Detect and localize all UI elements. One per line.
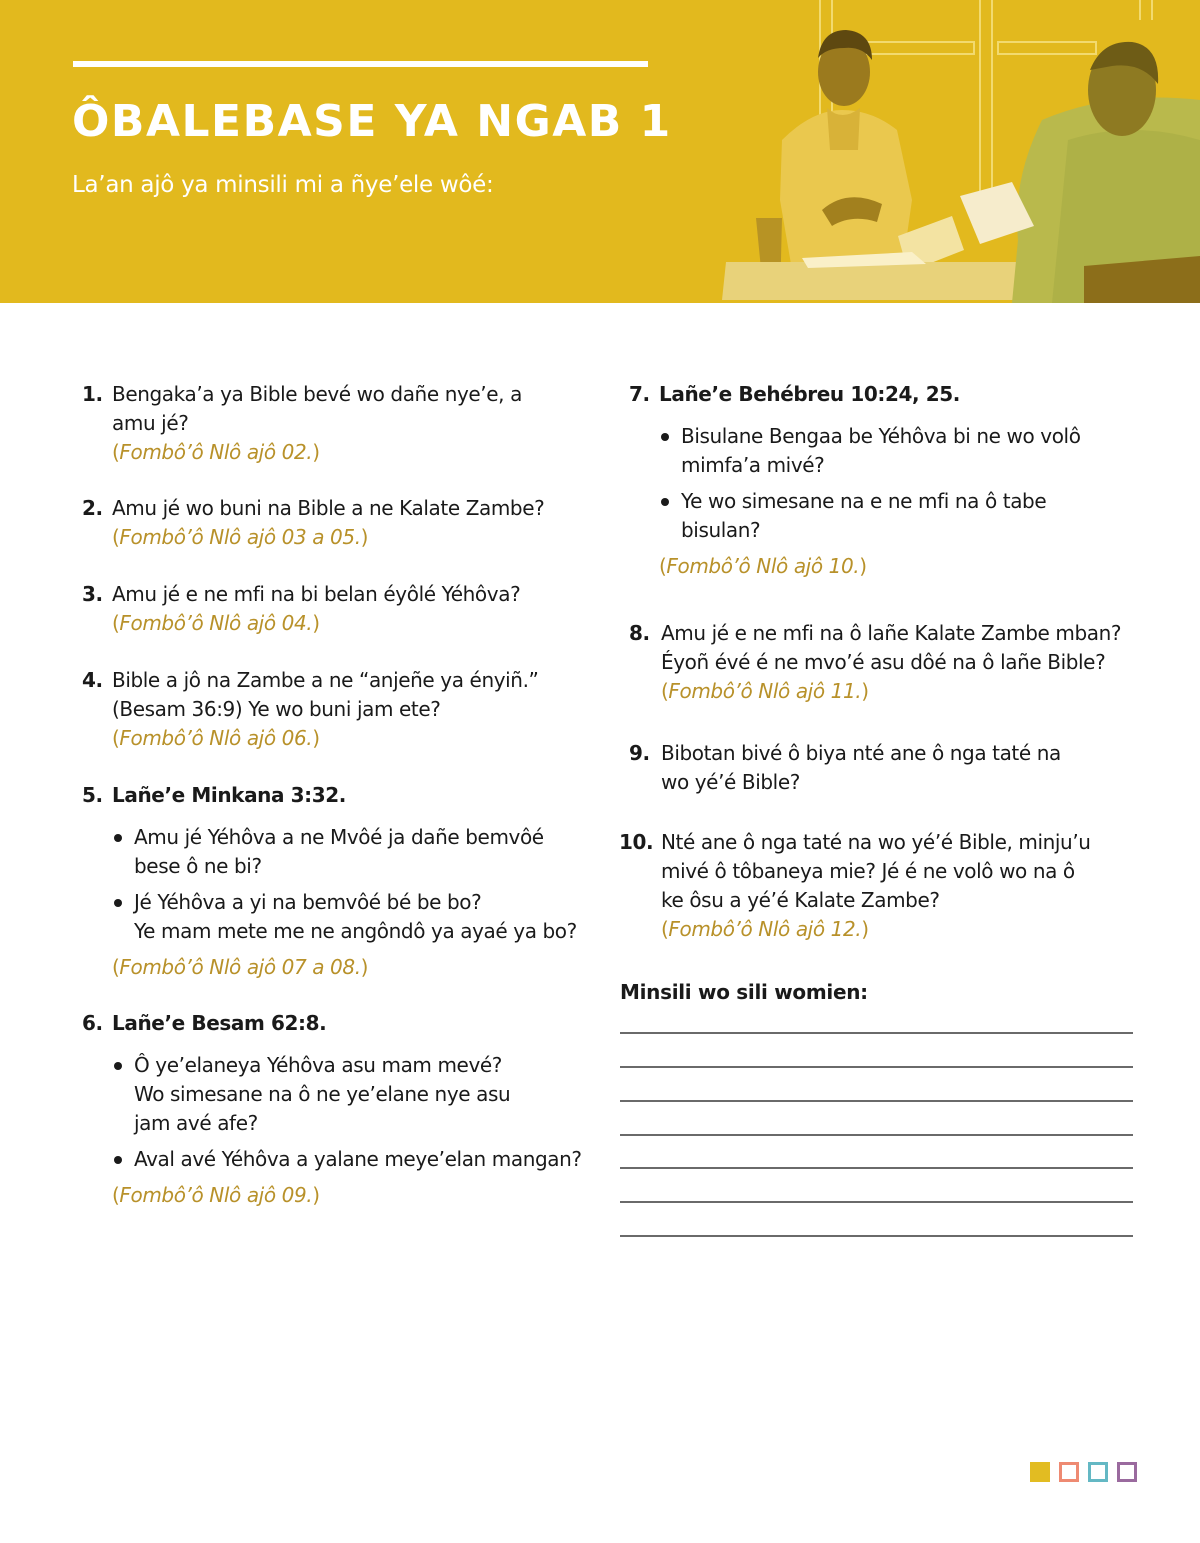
- bullet-item: Ye wo simesane na e ne mfi na ô tabe bisulan?: [659, 487, 1139, 545]
- header-rule: [73, 61, 648, 67]
- note-line[interactable]: [620, 1066, 1133, 1068]
- reference-link[interactable]: (Fombô’ô Nlô ajô 12.): [661, 917, 869, 941]
- question-number: 9.: [629, 741, 650, 765]
- bullet-item: Ô ye’elaneya Yéhôva asu mam mevé? Wo simesane na ô ne ye’elane nye asu jam avé afe?: [112, 1051, 592, 1138]
- question-number: 3.: [82, 582, 103, 606]
- note-line[interactable]: [620, 1032, 1133, 1034]
- reference-link[interactable]: (Fombô’ô Nlô ajô 06.): [112, 726, 320, 750]
- question-text: amu jé?: [112, 411, 189, 435]
- question-number: 8.: [629, 621, 650, 645]
- bullet-icon: [114, 1062, 122, 1070]
- bullet-item: Bisulane Bengaa be Yéhôva bi ne wo volô mimfa’a mivé?: [659, 422, 1139, 480]
- note-line[interactable]: [620, 1134, 1133, 1136]
- question-number: 1.: [82, 382, 103, 406]
- question-heading: Lañe’e Besam 62:8.: [112, 1011, 327, 1035]
- question-text: Éyoñ évé é ne mvo’é asu dôé na ô lañe Bible?: [661, 650, 1106, 674]
- bullet-icon: [114, 899, 122, 907]
- question-6: [82, 1009, 592, 1210]
- reference-link[interactable]: (Fombô’ô Nlô ajô 11.): [661, 679, 869, 703]
- question-5: [82, 781, 592, 982]
- note-line[interactable]: [620, 1100, 1133, 1102]
- question-9: [629, 739, 1139, 797]
- question-8: [629, 619, 1149, 706]
- question-1: [82, 380, 582, 467]
- question-text: Bibotan bivé ô biya nté ane ô nga taté na: [661, 741, 1061, 765]
- question-number: 5.: [82, 783, 103, 807]
- question-number: 6.: [82, 1011, 103, 1035]
- question-number: 4.: [82, 668, 103, 692]
- question-number: 7.: [629, 382, 650, 406]
- question-2: [82, 494, 582, 552]
- lesson-section-indicator: [1030, 1462, 1137, 1482]
- question-text: ke ôsu a yé’é Kalate Zambe?: [661, 888, 940, 912]
- reference-link[interactable]: (Fombô’ô Nlô ajô 03 a 05.): [112, 525, 369, 549]
- bullet-icon: [661, 433, 669, 441]
- bullet-item: Aval avé Yéhôva a yalane meye’elan mangan?: [112, 1145, 592, 1174]
- bullet-icon: [114, 834, 122, 842]
- reference-link[interactable]: (Fombô’ô Nlô ajô 07 a 08.): [112, 955, 369, 979]
- reference-link[interactable]: (Fombô’ô Nlô ajô 09.): [112, 1183, 320, 1207]
- question-7: [629, 380, 1139, 581]
- bullet-icon: [661, 498, 669, 506]
- note-line[interactable]: [620, 1235, 1133, 1237]
- question-text: Bengaka’a ya Bible bevé wo dañe nye’e, a: [112, 382, 522, 406]
- reference-link[interactable]: (Fombô’ô Nlô ajô 04.): [112, 611, 320, 635]
- question-heading: Lañe’e Minkana 3:32.: [112, 783, 347, 807]
- question-text: (Besam 36:9) Ye wo buni jam ete?: [112, 697, 441, 721]
- question-10: [619, 828, 1139, 944]
- page-title: ÔBALEBASE YA NGAB 1: [72, 96, 672, 147]
- bullet-item: Jé Yéhôva a yi na bemvôé bé be bo? Ye mam mete me ne angôndô ya ayaé ya bo?: [112, 888, 592, 946]
- question-heading: Lañe’e Behébreu 10:24, 25.: [659, 382, 960, 406]
- question-text: mivé ô tôbaneya mie? Jé é ne volô wo na ô: [661, 859, 1075, 883]
- reference-link[interactable]: (Fombô’ô Nlô ajô 10.): [659, 554, 867, 578]
- question-text: Amu jé e ne mfi na bi belan éyôlé Yéhôva?: [112, 582, 521, 606]
- section-square-icon: [1030, 1462, 1050, 1482]
- note-line[interactable]: [620, 1167, 1133, 1169]
- question-4: [82, 666, 582, 753]
- bullet-item: Amu jé Yéhôva a ne Mvôé ja dañe bemvôé bese ô ne bi?: [112, 823, 592, 881]
- two-men-studying-bible-illustration: [712, 0, 1200, 303]
- section-square-icon: [1117, 1462, 1137, 1482]
- question-text: Nté ane ô nga taté na wo yé’é Bible, minju’u: [661, 830, 1091, 854]
- question-number: 2.: [82, 496, 103, 520]
- header-banner: [0, 0, 1200, 303]
- reference-link[interactable]: (Fombô’ô Nlô ajô 02.): [112, 440, 320, 464]
- notes-title: Minsili wo sili womien:: [620, 980, 868, 1004]
- question-text: Bible a jô na Zambe a ne “anjeñe ya ényiñ.”: [112, 668, 539, 692]
- note-line[interactable]: [620, 1201, 1133, 1203]
- question-text: Amu jé e ne mfi na ô lañe Kalate Zambe mban?: [661, 621, 1122, 645]
- question-text: Amu jé wo buni na Bible a ne Kalate Zambe?: [112, 496, 545, 520]
- question-number: 10.: [619, 830, 654, 854]
- question-text: wo yé’é Bible?: [661, 770, 800, 794]
- question-3: [82, 580, 582, 638]
- section-square-icon: [1088, 1462, 1108, 1482]
- section-square-icon: [1059, 1462, 1079, 1482]
- page-subtitle: La’an ajô ya minsili mi a ñye’ele wôé:: [72, 172, 494, 198]
- bullet-icon: [114, 1156, 122, 1164]
